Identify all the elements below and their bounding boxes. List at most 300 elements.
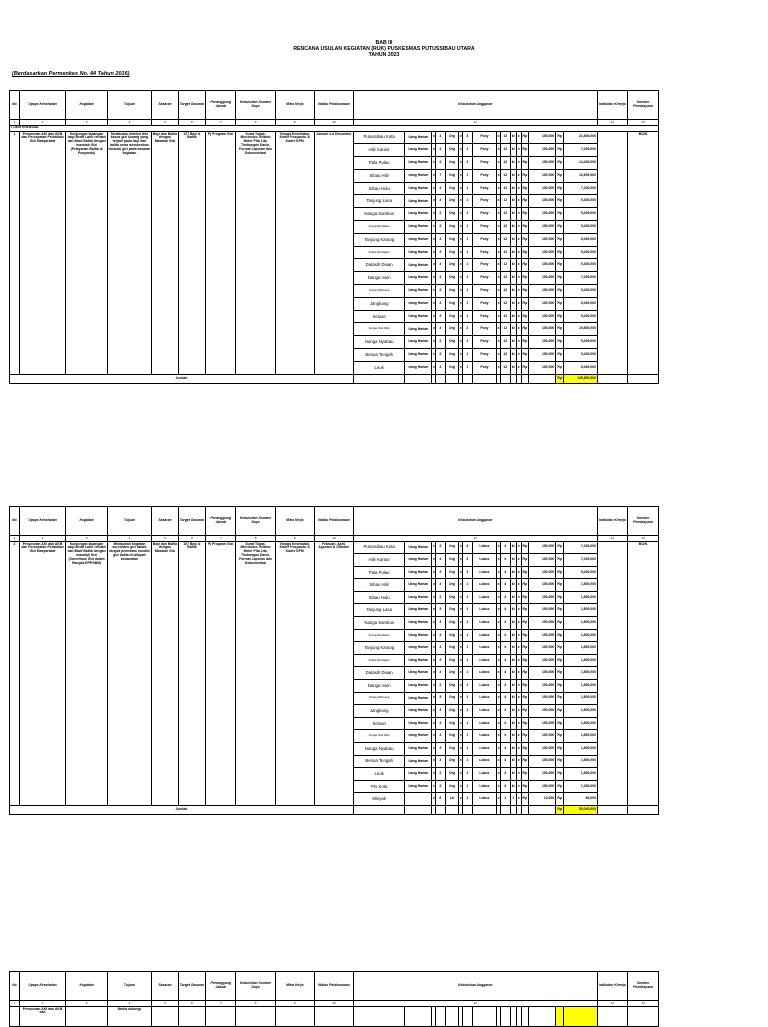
person-unit: Org: [445, 259, 458, 272]
jumlah-blank: [521, 805, 528, 814]
cost-type: Uang Harian: [405, 182, 432, 195]
unit-rate: 150,000: [528, 566, 555, 579]
person-unit: Org: [445, 349, 458, 362]
location-name: Hilir Kantor: [353, 554, 404, 567]
multiply-sign: x: [432, 629, 436, 642]
freq-unit: kl: [510, 195, 516, 208]
unit-count: 1: [462, 233, 472, 246]
person-count: 3: [435, 705, 445, 718]
freq-unit: kl: [510, 579, 516, 592]
person-unit: Org: [445, 591, 458, 604]
unit-count: 1: [462, 730, 472, 743]
column-number: 13: [628, 1001, 659, 1007]
multiply-sign: x: [432, 144, 436, 157]
multiply-sign: x: [516, 717, 521, 730]
multiply-sign: x: [516, 604, 521, 617]
row-total: 5,400,000: [564, 233, 597, 246]
freq-unit: kl: [510, 169, 516, 182]
multiply-sign: x: [516, 667, 521, 680]
freq-unit: kl: [510, 591, 516, 604]
jumlah-blank: [500, 805, 510, 814]
cost-type: Uang Harian: [405, 617, 432, 630]
multiply-sign: x: [459, 768, 463, 781]
total-rp: Rp: [555, 310, 564, 323]
multiply-sign: x: [432, 195, 436, 208]
frequency: 4: [500, 705, 510, 718]
col-waktu: Waktu Pelaksanaan: [314, 507, 353, 536]
rate-rp: Rp: [521, 654, 528, 667]
multiply-sign: x: [497, 566, 501, 579]
cost-type: Uang Harian: [405, 131, 432, 144]
person-count: 3: [435, 323, 445, 336]
multiply-sign: x: [516, 554, 521, 567]
multiply-sign: x: [432, 591, 436, 604]
col-indikator: Indikator Kinerja: [597, 507, 628, 536]
frequency: 4: [500, 755, 510, 768]
location-name: Nanga Awin: [353, 272, 404, 285]
row-total: 7,200,000: [564, 272, 597, 285]
rate-rp: Rp: [521, 297, 528, 310]
rate-rp: Rp: [521, 579, 528, 592]
unit-rate: 150,000: [528, 349, 555, 362]
row-total: 5,400,000: [564, 259, 597, 272]
total-rp: Rp: [555, 182, 564, 195]
column-number: 4: [107, 536, 151, 542]
jumlah-label: Jumlah: [10, 374, 354, 383]
row-total: 1,800,000: [564, 629, 597, 642]
total-rp: Rp: [555, 541, 564, 554]
frequency: 12: [500, 285, 510, 298]
multiply-sign: x: [516, 182, 521, 195]
cost-type: Uang Harian: [405, 629, 432, 642]
total-rp: Rp: [555, 349, 564, 362]
person-count: 3: [435, 195, 445, 208]
freq-unit: kl: [510, 743, 516, 756]
person-count: 3: [435, 692, 445, 705]
freq-unit: kl: [510, 541, 516, 554]
budget-row: [10, 131, 659, 144]
col-pembiayaan: Sumber Pembiayaan: [628, 91, 659, 120]
unit-rate: 150,000: [528, 233, 555, 246]
location-name: Tanjung Karang: [353, 233, 404, 246]
multiply-sign: x: [432, 768, 436, 781]
row-total: 7,200,000: [564, 144, 597, 157]
column-number: 11: [353, 536, 597, 542]
total-rp: Rp: [555, 323, 564, 336]
unit-label: Posy: [472, 233, 496, 246]
multiply-sign: x: [516, 285, 521, 298]
unit-label: Posy: [472, 349, 496, 362]
row-total: 10,800,000: [564, 323, 597, 336]
rate-rp: Rp: [521, 692, 528, 705]
unit-rate: 150,000: [528, 579, 555, 592]
total-rp: Rp: [555, 566, 564, 579]
column-number: 7: [205, 536, 236, 542]
multiply-sign: x: [459, 297, 463, 310]
person-count: 3: [435, 717, 445, 730]
freq-unit: kl: [510, 780, 516, 793]
multiply-sign: x: [432, 617, 436, 630]
unit-label: Lokus: [472, 730, 496, 743]
row-total: 1,800,000: [564, 667, 597, 680]
multiply-sign: x: [497, 349, 501, 362]
cost-type: Uang Harian: [405, 680, 432, 693]
multiply-sign: x: [497, 591, 501, 604]
col-upaya: Upaya Kesehatan: [19, 91, 66, 120]
person-unit: Org: [445, 554, 458, 567]
unit-count: 1: [462, 629, 472, 642]
person-unit: Org: [445, 323, 458, 336]
person-count: 3: [435, 349, 445, 362]
col-anggaran: Kebutuhan Anggaran: [353, 507, 597, 536]
activity-mitra: Tenaga Kesehatan, Kader Posyandu & Kader KPM: [275, 541, 314, 805]
multiply-sign: x: [432, 336, 436, 349]
col-kegiatan: Kegiatan: [66, 507, 108, 536]
location-name: Tanjung Beruang: [353, 692, 404, 705]
jumlah-indikator: [597, 374, 628, 383]
unit-count: 1: [462, 144, 472, 157]
jumlah-blank: [353, 805, 404, 814]
multiply-sign: x: [459, 195, 463, 208]
rate-rp: Rp: [521, 680, 528, 693]
multiply-sign: x: [516, 323, 521, 336]
row-total: 5,400,000: [564, 246, 597, 259]
unit-rate: 150,000: [528, 285, 555, 298]
person-count: 3: [435, 629, 445, 642]
row-total: 7,200,000: [564, 541, 597, 554]
column-number: 13: [628, 536, 659, 542]
multiply-sign: x: [432, 654, 436, 667]
multiply-sign: x: [497, 272, 501, 285]
unit-label: Lokus: [472, 692, 496, 705]
rate-rp: Rp: [521, 195, 528, 208]
col-tujuan: Tujuan: [107, 972, 151, 1001]
header-row: [10, 507, 659, 536]
col-anggaran: Kebutuhan Anggaran: [353, 972, 597, 1001]
column-number: 3: [66, 536, 108, 542]
person-count: 3: [435, 780, 445, 793]
frequency: 4: [500, 730, 510, 743]
multiply-sign: x: [497, 617, 501, 630]
location-name: Seluan: [353, 310, 404, 323]
unit-label: Posy: [472, 323, 496, 336]
freq-unit: kl: [510, 692, 516, 705]
rate-rp: Rp: [521, 717, 528, 730]
activity-sumber-daya: Surat Tugas, Microtoice, Infanto Meter Pita Lila, Timbangan Dacin, Format Laporan dan Dokumentasi: [236, 541, 275, 805]
unit-label: Lokus: [472, 642, 496, 655]
cost-type: Uang Harian: [405, 323, 432, 336]
freq-unit: 1: [510, 793, 516, 806]
column-number: 11: [353, 1001, 597, 1007]
row-total: 5,400,000: [564, 336, 597, 349]
multiply-sign: x: [432, 221, 436, 234]
total-rp: Rp: [555, 131, 564, 144]
unit-rate: 150,000: [528, 259, 555, 272]
multiply-sign: x: [459, 755, 463, 768]
freq-unit: kl: [510, 208, 516, 221]
row-total: 12,600,000: [564, 169, 597, 182]
unit-count: 1: [462, 246, 472, 259]
unit-rate: 150,000: [528, 310, 555, 323]
rate-rp: Rp: [521, 285, 528, 298]
multiply-sign: x: [459, 272, 463, 285]
multiply-sign: x: [459, 169, 463, 182]
doc-title-bab: BAB III: [375, 40, 393, 46]
multiply-sign: x: [459, 793, 463, 806]
location-name: Sibau Hulu: [353, 182, 404, 195]
multiply-sign: x: [459, 285, 463, 298]
col-kegiatan: Kegiatan: [66, 972, 108, 1001]
col-mitra: Mitra Kerja: [275, 507, 314, 536]
jumlah-total: 145,800,000: [564, 374, 597, 383]
rate-rp: Rp: [521, 541, 528, 554]
col-pembiayaan: Sumber Pembiayaan: [628, 972, 659, 1001]
jumlah-row: [10, 374, 659, 383]
total-rp: Rp: [555, 336, 564, 349]
cost-type: Uang Harian: [405, 755, 432, 768]
unit-label: Lokus: [472, 579, 496, 592]
rate-rp: Rp: [521, 169, 528, 182]
multiply-sign: x: [497, 680, 501, 693]
unit-rate: 150,000: [528, 755, 555, 768]
budget-row: [10, 541, 659, 554]
column-number: 3: [66, 120, 108, 126]
multiply-sign: x: [516, 629, 521, 642]
rate-rp: Rp: [521, 221, 528, 234]
cost-type: Uang Harian: [405, 768, 432, 781]
cost-type: Uang Harian: [405, 591, 432, 604]
jumlah-rp: Rp: [555, 805, 564, 814]
multiply-sign: x: [432, 755, 436, 768]
multiply-sign: x: [459, 566, 463, 579]
activity-pj: Pj Program Gizi: [205, 541, 236, 805]
location-name: Tanjung Beruang: [353, 285, 404, 298]
total-rp: Rp: [555, 246, 564, 259]
multiply-sign: x: [497, 221, 501, 234]
unit-count: 1: [462, 285, 472, 298]
multiply-sign: x: [497, 629, 501, 642]
person-count: 3: [435, 566, 445, 579]
col-sasaran: Sasaran: [152, 507, 179, 536]
unit-label: Posy: [472, 221, 496, 234]
rate-rp: Rp: [521, 780, 528, 793]
unit-count: 1: [462, 793, 472, 806]
person-count: 3: [435, 208, 445, 221]
person-unit: Org: [445, 730, 458, 743]
freq-unit: kl: [510, 310, 516, 323]
rate-rp: Rp: [521, 157, 528, 170]
person-unit: Org: [445, 692, 458, 705]
activity-tujuan: Melakukan deteksi dini kasus gizi kurang yang terjadi pada bayi dan balita serta memberikan edukasi gizi pada sasaran kegiatan: [107, 131, 151, 374]
activity-sasaran: Bayi dan Balita dengan Masalah Gizi: [152, 541, 179, 805]
multiply-sign: x: [459, 144, 463, 157]
multiply-sign: x: [432, 233, 436, 246]
total-rp: Rp: [555, 591, 564, 604]
multiply-sign: x: [432, 780, 436, 793]
jumlah-blank: [528, 805, 555, 814]
total-rp: Rp: [555, 705, 564, 718]
person-unit: Org: [445, 654, 458, 667]
row-total: 1,800,000: [564, 717, 597, 730]
column-number: 8: [236, 120, 275, 126]
person-count: 4: [435, 272, 445, 285]
rate-rp: Rp: [521, 768, 528, 781]
rate-rp: Rp: [521, 131, 528, 144]
multiply-sign: x: [459, 604, 463, 617]
total-rp: Rp: [555, 233, 564, 246]
frequency: 4: [500, 654, 510, 667]
unit-count: 1: [462, 780, 472, 793]
location-name: Nanga Nyabau: [353, 336, 404, 349]
total-rp: Rp: [555, 617, 564, 630]
unit-label: Lokus: [472, 604, 496, 617]
multiply-sign: x: [459, 131, 463, 144]
frequency: 4: [500, 629, 510, 642]
col-sumber-daya: Kebutuhan Sumber Daya: [236, 91, 275, 120]
unit-rate: 150,000: [528, 768, 555, 781]
activity-row: [10, 1006, 659, 1026]
activity-cell: [275, 1006, 314, 1026]
freq-unit: kl: [510, 604, 516, 617]
freq-unit: kl: [510, 349, 516, 362]
unit-rate: 150,000: [528, 654, 555, 667]
multiply-sign: x: [497, 730, 501, 743]
column-number: 3: [66, 1001, 108, 1007]
unit-label: Lokus: [472, 617, 496, 630]
freq-unit: kl: [510, 554, 516, 567]
unit-count: 2: [462, 157, 472, 170]
cost-type: Uang Harian: [405, 642, 432, 655]
unit-count: 3: [462, 554, 472, 567]
multiply-sign: x: [459, 221, 463, 234]
unit-count: 1: [462, 297, 472, 310]
row-total: 1,800,000: [564, 730, 597, 743]
jumlah-indikator: [597, 805, 628, 814]
col-tujuan: Tujuan: [107, 507, 151, 536]
rate-rp: Rp: [521, 730, 528, 743]
unit-count: 1: [462, 208, 472, 221]
freq-unit: kl: [510, 361, 516, 374]
multiply-sign: x: [459, 692, 463, 705]
jumlah-blank: [405, 374, 432, 383]
total-rp: Rp: [555, 157, 564, 170]
budget-cell: [435, 1006, 445, 1026]
row-total: 1,800,000: [564, 743, 597, 756]
multiply-sign: x: [459, 541, 463, 554]
multiply-sign: x: [497, 297, 501, 310]
row-total: 5,400,000: [564, 566, 597, 579]
total-rp: Rp: [555, 144, 564, 157]
unit-rate: 150,000: [528, 541, 555, 554]
multiply-sign: x: [497, 182, 501, 195]
frequency: 4: [500, 768, 510, 781]
freq-unit: kl: [510, 705, 516, 718]
unit-label: Posy: [472, 285, 496, 298]
rate-rp: Rp: [521, 361, 528, 374]
regulation-basis: (Berdasarkan Permenkes No. 44 Tahun 2016): [12, 71, 130, 77]
jumlah-pembiayaan: [628, 805, 659, 814]
unit-count: 1: [462, 221, 472, 234]
person-count: 3: [435, 642, 445, 655]
person-unit: Org: [445, 743, 458, 756]
total-rp: Rp: [555, 743, 564, 756]
person-count: 3: [435, 221, 445, 234]
multiply-sign: x: [432, 667, 436, 680]
jumlah-blank: [435, 805, 445, 814]
activity-tujuan: Media dukungi: [107, 1006, 151, 1026]
total-rp: Rp: [555, 579, 564, 592]
unit-rate: 150,000: [528, 323, 555, 336]
multiply-sign: x: [516, 680, 521, 693]
multiply-sign: x: [516, 361, 521, 374]
cost-type: Uang Harian: [405, 144, 432, 157]
person-unit: Org: [445, 680, 458, 693]
multiply-sign: x: [432, 642, 436, 655]
cost-type: Uang Harian: [405, 361, 432, 374]
frequency: 4: [500, 717, 510, 730]
frequency: 12: [500, 195, 510, 208]
rate-rp: Rp: [521, 246, 528, 259]
column-number: 9: [275, 120, 314, 126]
activity-no: 2: [10, 541, 20, 805]
frequency: 12: [500, 259, 510, 272]
multiply-sign: x: [432, 730, 436, 743]
cost-type: Uang Harian: [405, 743, 432, 756]
unit-label: Posy: [472, 246, 496, 259]
frequency: 12: [500, 144, 510, 157]
col-waktu: Waktu Pelaksanaan: [314, 972, 353, 1001]
unit-count: 1: [462, 591, 472, 604]
jumlah-blank: [405, 805, 432, 814]
cost-type: Uang Harian: [405, 717, 432, 730]
location-name: Nanga Nyabau: [353, 743, 404, 756]
location-name: Sibau Hilir: [353, 579, 404, 592]
multiply-sign: x: [497, 169, 501, 182]
unit-label: Lokus: [472, 591, 496, 604]
multiply-sign: x: [497, 336, 501, 349]
multiply-sign: x: [432, 692, 436, 705]
freq-unit: kl: [510, 654, 516, 667]
row-total: 1,800,000: [564, 591, 597, 604]
multiply-sign: x: [432, 323, 436, 336]
total-rp: Rp: [555, 780, 564, 793]
col-tujuan: Tujuan: [107, 91, 151, 120]
frequency: 1: [500, 793, 510, 806]
person-count: 3: [435, 654, 445, 667]
location-name: Hilir Kantor: [353, 144, 404, 157]
row-total: 21,600,000: [564, 131, 597, 144]
multiply-sign: x: [516, 246, 521, 259]
person-count: 3: [435, 743, 445, 756]
multiply-sign: x: [516, 730, 521, 743]
multiply-sign: x: [432, 604, 436, 617]
column-number: 12: [597, 120, 628, 126]
jumlah-rp: Rp: [555, 374, 564, 383]
person-unit: Org: [445, 629, 458, 642]
location-name: Jangkang: [353, 297, 404, 310]
multiply-sign: x: [497, 285, 501, 298]
column-number: 8: [236, 1001, 275, 1007]
frequency: 4: [500, 591, 510, 604]
multiply-sign: x: [497, 310, 501, 323]
unit-count: 1: [462, 705, 472, 718]
location-name: Tanjung Karang: [353, 642, 404, 655]
unit-label: Posy: [472, 272, 496, 285]
activity-pj: Pj Program Gizi: [205, 131, 236, 374]
freq-unit: kl: [510, 157, 516, 170]
cost-type: Uang Harian: [405, 310, 432, 323]
column-number: 2: [19, 536, 66, 542]
